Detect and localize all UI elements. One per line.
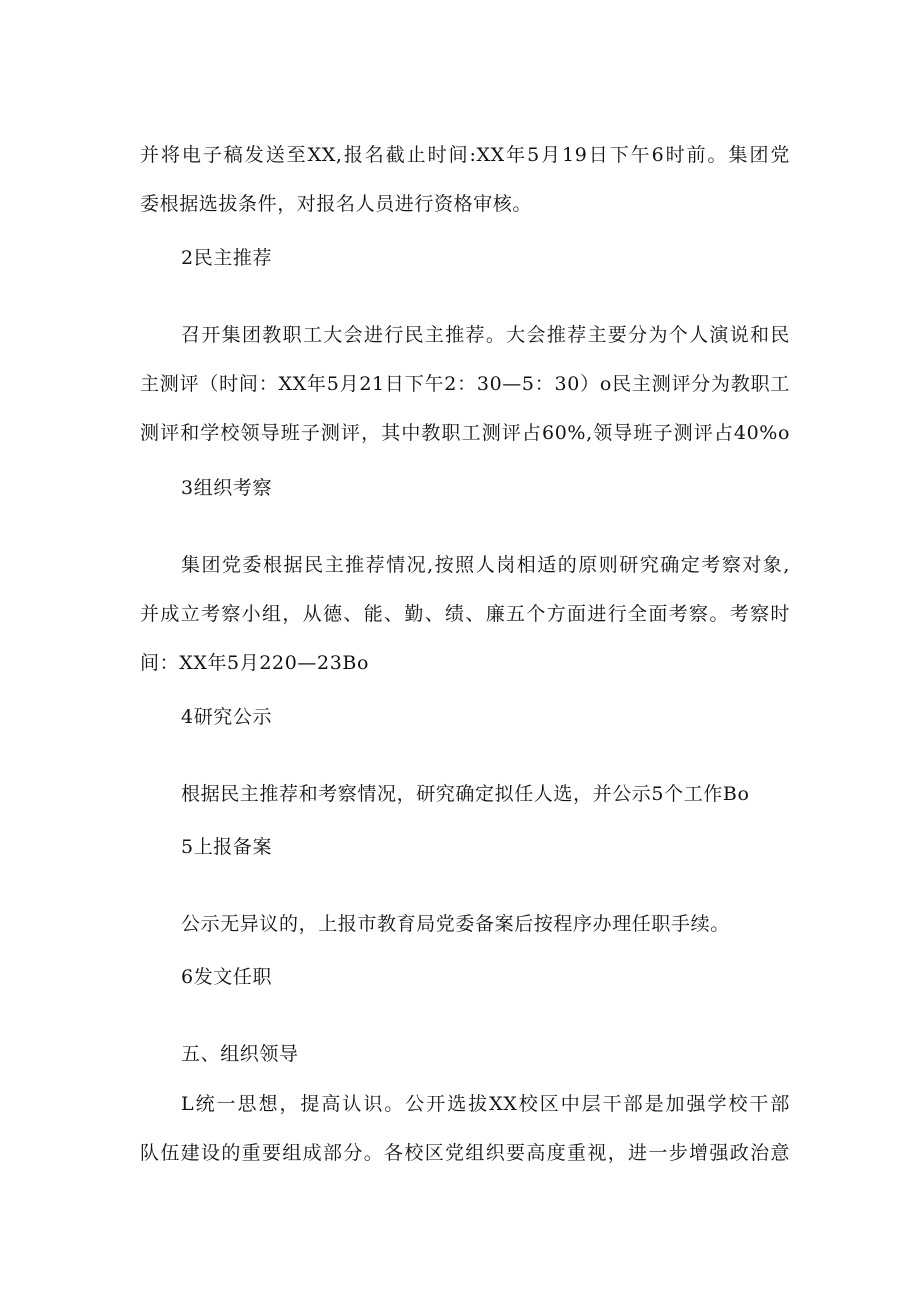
section-heading-democratic-recommendation: 2民主推荐 [181, 247, 273, 269]
section-heading-organizational-leadership: 五、组织领导 [181, 1043, 299, 1065]
paragraph-line: 委根据选拔条件，对报名人员进行资格审核。 [140, 193, 533, 215]
section-heading-report-filing: 5上报备案 [181, 836, 273, 858]
paragraph-line: 间：XX年5月220—23Bo [140, 652, 369, 674]
paragraph-line: 根据民主推荐和考察情况，研究确定拟任人选，并公示5个工作Bo [181, 783, 750, 805]
paragraph-line: 测评和学校领导班子测评，其中教职工测评占60%,领导班子测评占40%o [140, 422, 790, 444]
paragraph-line: 公示无异议的，上报市教育局党委备案后按程序办理任职手续。 [181, 913, 730, 935]
paragraph-line: L统一思想，提高认识。公开选拔XX校区中层干部是加强学校干部 [181, 1093, 790, 1115]
section-heading-organizational-inspection: 3组织考察 [181, 477, 273, 499]
paragraph-line: 并成立考察小组，从德、能、勤、绩、廉五个方面进行全面考察。考察时 [140, 603, 790, 625]
paragraph-line: 召开集团教职工大会进行民主推荐。大会推荐主要分为个人演说和民 [181, 324, 790, 346]
section-heading-research-publicity: 4研究公示 [181, 706, 273, 728]
paragraph-line: 主测评（时间：XX年5月21日下午2：30—5：30）o民主测评分为教职工 [140, 373, 790, 395]
paragraph-line: 队伍建设的重要组成部分。各校区党组织要高度重视，进一步增强政治意 [140, 1142, 790, 1164]
section-heading-appointment: 6发文任职 [181, 966, 273, 988]
paragraph-line: 集团党委根据民主推荐情况,按照人岗相适的原则研究确定考察对象, [181, 554, 790, 576]
paragraph-line: 并将电子稿发送至XX,报名截止时间:XX年5月19日下午6时前。集团党 [140, 144, 790, 166]
